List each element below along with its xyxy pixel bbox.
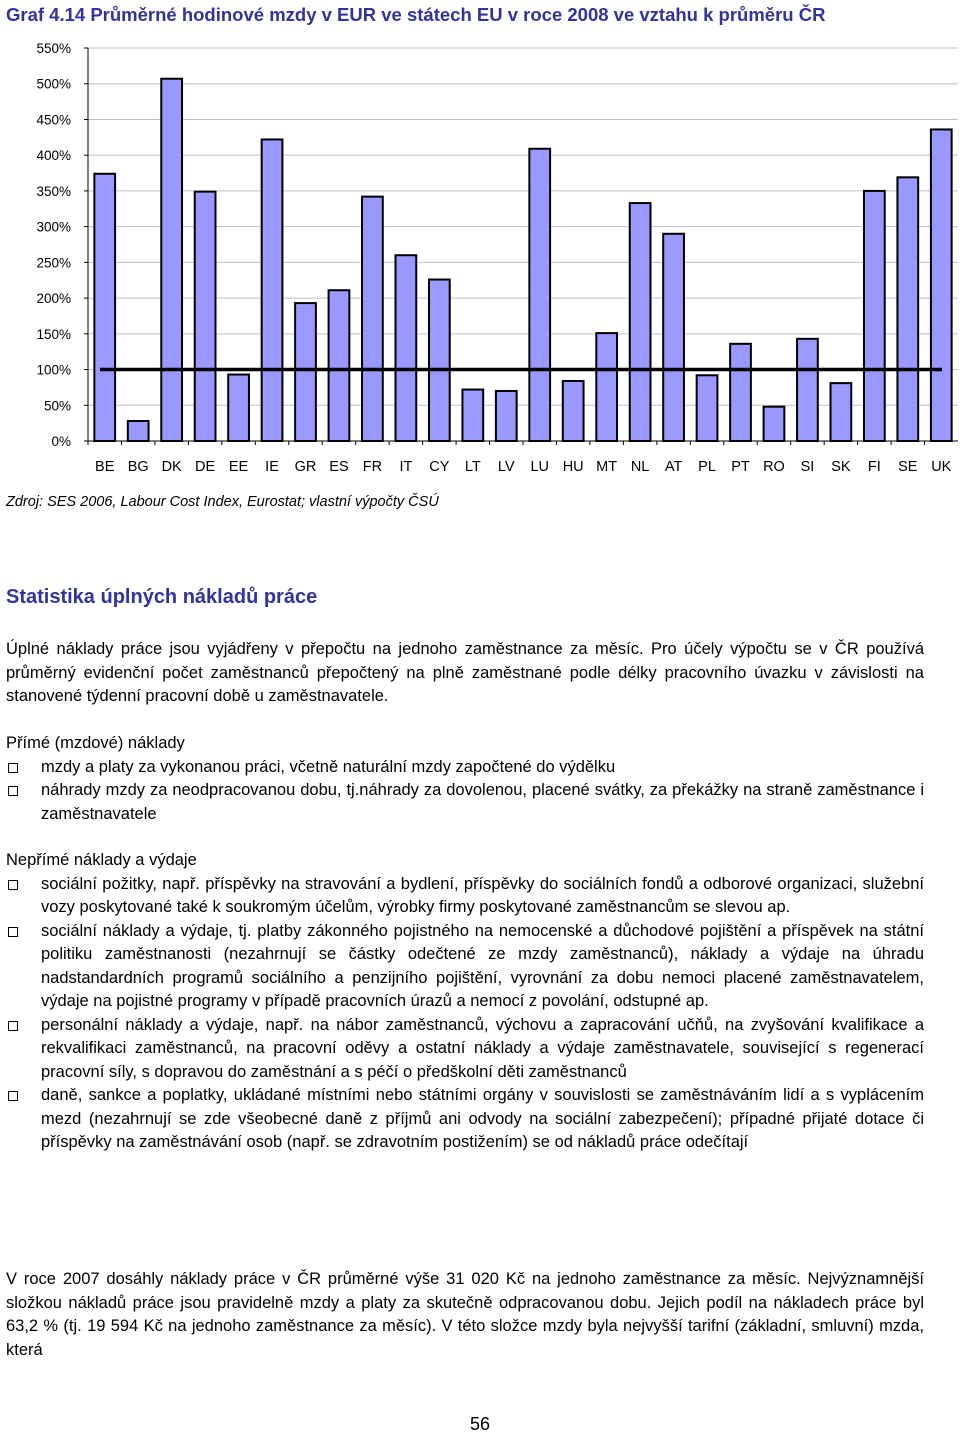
x-tick-label: LV	[497, 459, 515, 475]
direct-costs	[6, 732, 924, 826]
closing-paragraph	[6, 1268, 924, 1362]
x-tick-label: MT	[596, 459, 618, 475]
x-tick-label: PT	[731, 459, 750, 475]
intro-text: Úplné náklady práce jsou vyjádřeny v přepočtu na jednoho zaměstnance za měsíc. Pro účely výpočtu se v ČR používá průměrný evidenční počet zaměstnanců přepočtený na plně zaměstnané podle délky pracovního úvazku v závislosti na stanovené týdenní pracovní době u zaměstnavatele.	[6, 640, 924, 705]
y-tick-label: 350%	[36, 183, 71, 199]
x-tick-label: PL	[698, 459, 716, 475]
x-tick-label: LU	[530, 459, 550, 475]
x-tick-label: SK	[831, 459, 851, 475]
bar-FR	[362, 197, 383, 441]
list-item	[6, 1084, 924, 1155]
bar-AT	[663, 234, 684, 441]
list-item-text: daně, sankce a poplatky, ukládané místními nebo státními orgány v souvislosti se zaměstnáváním lidí a s vyplácením mezd (nezahrnují se zde všeobecné daně z příjmů ani odvody na sociální zabezpečení); případné přijaté dotace či příspěvky na zaměstnávání osob (např. se zdravotním postižením) se od nákladů práce odečítají	[41, 1086, 924, 1151]
y-tick-label: 50%	[43, 398, 71, 414]
bar-SK	[831, 383, 852, 441]
x-tick-label: CY	[429, 459, 450, 475]
list-item-text: personální náklady a výdaje, např. na nábor zaměstnanců, výchovu a zapracování učňů, na zvyšování kvalifikace a rekvalifikaci zaměstnanců, na pracovní oděvy a ostatní náklady a výdaje zaměstnavatele, související s regenerací pracovní síly, s dopravou do zaměstnání a s péčí o předškolní děti zaměstnanců	[41, 1015, 924, 1081]
x-tick-label: RO	[763, 459, 785, 475]
bar-SE	[897, 177, 918, 441]
bar-UK	[931, 129, 952, 441]
list-item	[6, 873, 924, 920]
bar-LV	[496, 391, 517, 441]
checkbox-bullet-icon	[8, 880, 18, 890]
x-tick-label: FR	[362, 459, 383, 475]
y-tick-label: 250%	[36, 255, 71, 271]
x-tick-label: IT	[399, 459, 413, 475]
list-item-text: mzdy a platy za vykonanou práci, včetně naturální mzdy započtené do výdělku	[41, 757, 616, 776]
y-tick-label: 0%	[51, 434, 71, 449]
direct-costs-heading: Přímé (mzdové) náklady	[6, 734, 185, 752]
y-tick-label: 100%	[36, 362, 71, 378]
y-tick-label: 400%	[36, 148, 71, 164]
bar-ES	[329, 290, 350, 441]
list-item	[6, 1014, 924, 1085]
x-tick-label: LT	[464, 459, 481, 475]
x-tick-label: NL	[630, 459, 650, 475]
bar-MT	[596, 333, 617, 441]
list-item-text: sociální náklady a výdaje, tj. platby zákonného pojistného na nemocenské a důchodové pojištění a příspěvek na státní politiku zaměstnanosti (nezahrnují se částky odečtené ze mzdy zaměstnanců), náklady a výdaje na úhradu nadstandardních programů sociálního a penzijního pojištění, vyrovnání za dobu nemoci placené zaměstnavatelem, výdaje na pojistné programy v případě pracovních úrazů a nemocí z povolání, odstupné ap.	[41, 921, 924, 1010]
list-item	[6, 920, 924, 1014]
checkbox-bullet-icon	[8, 763, 18, 773]
bar-SI	[797, 339, 818, 441]
y-tick-label: 500%	[36, 76, 71, 92]
section-title: Statistika úplných nákladů práce	[6, 586, 318, 608]
x-tick-label: EE	[228, 459, 249, 475]
indirect-costs-list	[6, 873, 924, 1155]
list-item	[6, 756, 924, 780]
y-tick-label: 300%	[36, 219, 71, 235]
x-tick-label: IE	[265, 459, 279, 475]
bar-IE	[262, 139, 283, 441]
bar-CY	[429, 280, 450, 441]
bar-EE	[228, 375, 249, 441]
y-tick-label: 450%	[36, 112, 71, 128]
list-item-text: náhrady mzdy za neodpracovanou dobu, tj.náhrady za dovolenou, placené svátky, za překážky na straně zaměstnance i zaměstnavatele	[41, 781, 924, 823]
bar-IT	[396, 255, 417, 441]
bar-chart	[0, 0, 960, 486]
list-item	[6, 779, 924, 826]
bar-DK	[161, 79, 182, 441]
indirect-costs	[6, 849, 924, 1155]
chart-source: Zdroj: SES 2006, Labour Cost Index, Eurostat; vlastní výpočty ČSÚ	[6, 494, 439, 510]
x-tick-label: BG	[127, 459, 149, 475]
y-tick-label: 550%	[36, 41, 71, 56]
bar-GR	[295, 303, 316, 441]
y-tick-label: 150%	[36, 326, 71, 342]
x-tick-label: AT	[664, 459, 683, 475]
x-tick-label: HU	[562, 459, 584, 475]
checkbox-bullet-icon	[8, 1091, 18, 1101]
page-number: 56	[469, 1414, 491, 1434]
y-tick-label: 200%	[36, 291, 71, 307]
bar-FI	[864, 191, 885, 441]
bar-PT	[730, 344, 751, 441]
direct-costs-list	[6, 756, 924, 827]
bar-HU	[563, 381, 584, 441]
bar-LU	[529, 149, 550, 441]
chart-title: Graf 4.14 Průměrné hodinové mzdy v EUR ve státech EU v roce 2008 ve vztahu k průměru ČR	[6, 4, 826, 25]
x-tick-label: SE	[898, 459, 918, 475]
bar-LT	[462, 390, 483, 441]
indirect-costs-heading: Nepřímé náklady a výdaje	[6, 851, 197, 869]
closing-text: V roce 2007 dosáhly náklady práce v ČR průměrné výše 31 020 Kč na jednoho zaměstnance za měsíc. Nejvýznamnější složkou nákladů práce jsou pravidelně mzdy a platy za skutečně odpracovanou dobu. Jejich podíl na nákladech práce byl 63,2 % (tj. 19 594 Kč na jednoho zaměstnance za měsíc). V této složce mzdy byla nejvyšší tarifní (základní, smluvní) mzda, která	[6, 1270, 924, 1359]
x-tick-label: GR	[294, 459, 317, 475]
bar-NL	[630, 203, 651, 441]
x-tick-label: DE	[195, 459, 216, 475]
bar-RO	[764, 407, 785, 441]
x-tick-label: DK	[161, 459, 182, 475]
intro-paragraph	[6, 638, 924, 709]
x-tick-label: BE	[95, 459, 115, 475]
x-tick-label: SI	[800, 459, 815, 475]
checkbox-bullet-icon	[8, 1021, 18, 1031]
list-item-text: sociální požitky, např. příspěvky na stravování a bydlení, příspěvky do sociálních fondů a odborové organizaci, služební vozy poskytované také k soukromým účelům, výrobky firmy poskytované zaměstnancům se slevou ap.	[41, 874, 924, 916]
checkbox-bullet-icon	[8, 786, 18, 796]
x-tick-label: ES	[329, 459, 349, 475]
bar-BE	[94, 174, 115, 441]
x-tick-label: FI	[867, 459, 881, 475]
bar-DE	[195, 192, 216, 441]
checkbox-bullet-icon	[8, 927, 18, 937]
bar-BG	[128, 421, 149, 441]
bar-PL	[697, 375, 718, 441]
x-tick-label: UK	[931, 459, 952, 475]
